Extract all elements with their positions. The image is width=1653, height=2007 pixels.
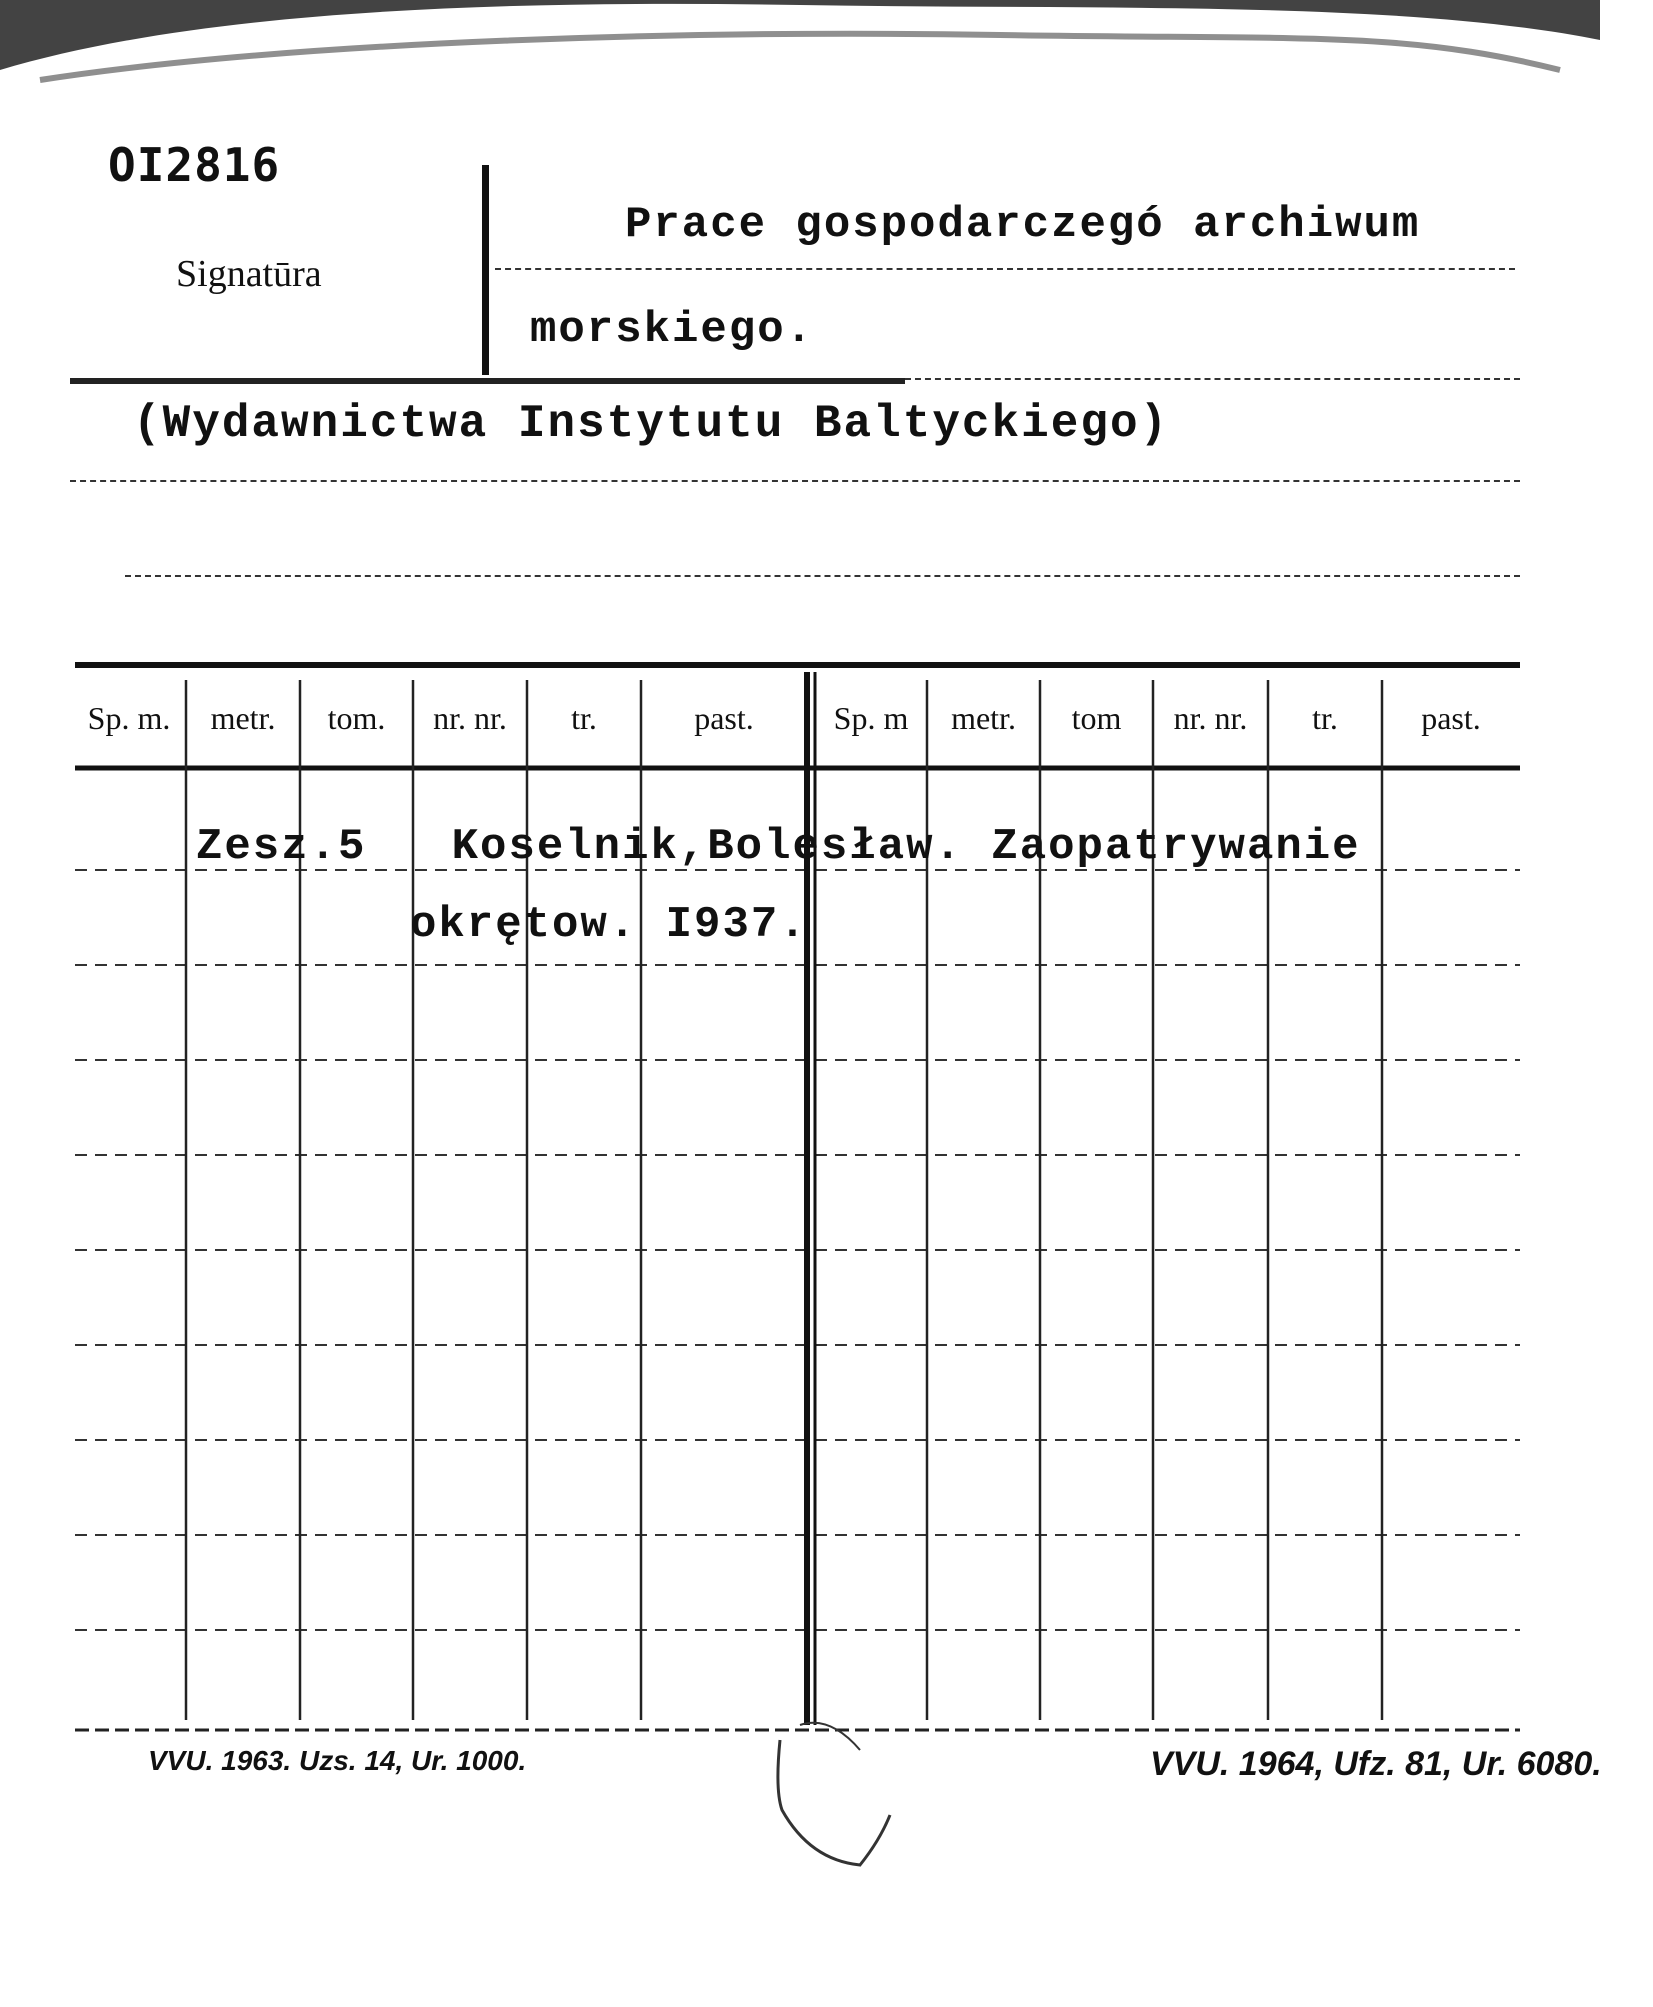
- footer-note-right: VVU. 1964, Ufz. 81, Ur. 6080.: [1150, 1745, 1602, 1783]
- header-metr-right: metr.: [951, 700, 1016, 736]
- call-number-label: Signatūra: [176, 253, 322, 295]
- punch-hole: [770, 1720, 900, 1880]
- header-past-left: past.: [694, 700, 754, 736]
- header-sp-m-left: Sp. m.: [87, 700, 171, 736]
- title-line-1: Prace gospodarczegó archiwum: [625, 200, 1421, 250]
- header-past-right: past.: [1421, 700, 1481, 736]
- title-line-2: morskiego.: [530, 305, 815, 355]
- holding-entry-line-1: Zesz.5 Koselnik,Bolesław. Zaopatrywanie: [196, 822, 1361, 872]
- footer-note-left: VVU. 1963. Uzs. 14, Ur. 1000.: [148, 1745, 527, 1776]
- series-statement: (Wydawnictwa Instytutu Baltyckiego): [133, 398, 1170, 450]
- header-tr-left: tr.: [571, 700, 597, 736]
- holding-entry-line-2: okrętow. I937.: [410, 900, 808, 950]
- call-number: OI2816: [108, 138, 281, 192]
- header-tom-right: tom: [1071, 700, 1122, 736]
- header-nr-left: nr. nr.: [433, 700, 507, 736]
- header-tom-left: tom.: [327, 700, 386, 736]
- header-sp-m-right: Sp. m: [833, 700, 909, 736]
- header-metr-left: metr.: [210, 700, 276, 736]
- header-tr-right: tr.: [1312, 700, 1338, 736]
- header-nr-right: nr. nr.: [1173, 700, 1248, 736]
